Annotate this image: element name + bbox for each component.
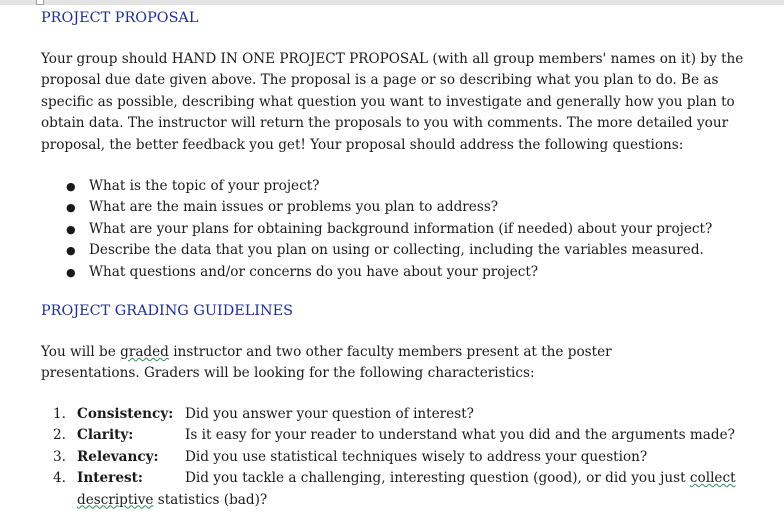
bullet-icon: ● — [66, 265, 76, 279]
criterion-term: Consistency: — [77, 405, 174, 422]
criterion-item: 3. Relevancy: Did you use statistical techniques wisely to address your question? — [41, 447, 771, 468]
spellcheck-flag[interactable]: collect — [689, 470, 736, 487]
criterion-term: Clarity: — [77, 427, 134, 444]
bullet-icon: ● — [66, 201, 76, 215]
criterion-item: 2. Clarity: Is it easy for your reader to understand what you did and the arguments made? — [41, 425, 771, 446]
criterion-desc-continued: descriptive statistics (bad)? — [77, 491, 268, 508]
criterion-item: 4. Interest: Did you tackle a challenging, interesting question (good), or did you just collect descriptive statistics (bad)? — [41, 468, 771, 511]
list-item — [41, 240, 771, 261]
spellcheck-flag[interactable]: graded — [120, 344, 169, 361]
grading-criteria-list — [41, 404, 771, 511]
criterion-term: Interest: — [77, 470, 143, 487]
bullet-icon: ● — [66, 244, 76, 258]
spellcheck-flag[interactable]: descriptive — [77, 491, 154, 508]
list-item — [41, 262, 771, 283]
grading-heading: PROJECT GRADING GUIDELINES — [41, 303, 293, 320]
criterion-item: 1. Consistency: Did you answer your question of interest? — [41, 404, 771, 425]
proposal-question-list — [41, 176, 771, 283]
criterion-desc: Is it easy for your reader to understand what you did and the arguments made? — [185, 427, 735, 444]
criterion-desc: Did you use statistical techniques wisely to address your question? — [185, 448, 648, 465]
proposal-paragraph: Your group should HAND IN ONE PROJECT PROPOSAL (with all group members' names on it) by the proposal due date given above. The proposal is a page or so describing what you plan to do. Be as specific as possible, describing what question you want to investigate and generally how you plan to obtain data. The instructor will return the proposals to you with comments. The more detailed your proposal, the better feedback you get! Your proposal should address the following questions: — [41, 51, 744, 153]
proposal-heading: PROJECT PROPOSAL — [41, 10, 199, 26]
question-text: Describe the data that you plan on using or collecting, including the variables measured. — [89, 242, 704, 259]
criterion-term: Relevancy: — [77, 448, 159, 465]
ruler-bar — [0, 0, 784, 5]
question-text: What are the main issues or problems you plan to address? — [89, 199, 499, 216]
bullet-icon: ● — [66, 222, 76, 236]
grading-intro: You will be graded instructor and two other faculty members present at the poster presentations. Graders will be looking for the following characteristics: — [41, 344, 612, 382]
bullet-icon: ● — [66, 180, 76, 194]
list-item — [41, 219, 771, 240]
criterion-desc: Did you answer your question of interest? — [185, 405, 474, 422]
question-text: What is the topic of your project? — [89, 178, 320, 195]
question-text: What questions and/or concerns do you have about your project? — [89, 263, 539, 280]
page-corner-marker — [36, 0, 44, 5]
list-item — [41, 197, 771, 218]
list-item — [41, 176, 771, 197]
question-text: What are your plans for obtaining background information (if needed) about your project? — [89, 220, 713, 237]
document-page — [41, 8, 771, 511]
criterion-desc: Did you tackle a challenging, interesting question (good), or did you just collect — [185, 470, 736, 487]
